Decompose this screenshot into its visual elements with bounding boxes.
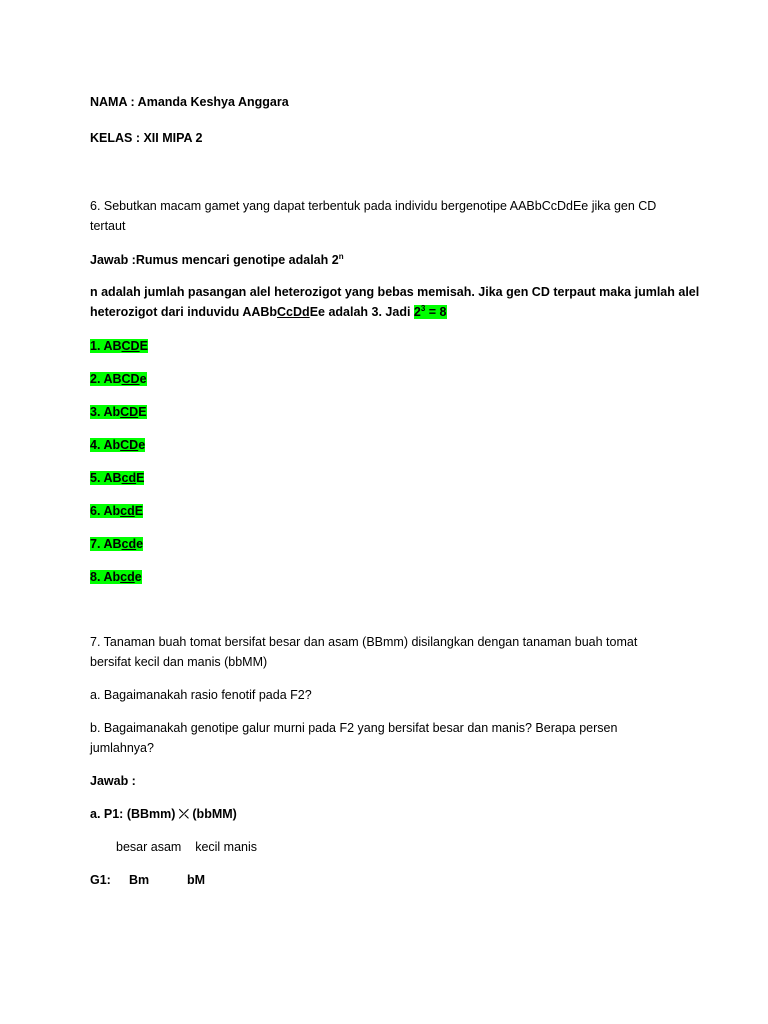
g1-gamete-a: Bm: [129, 873, 150, 887]
p1-parent-2: (bbMM): [188, 807, 237, 821]
q7-p1-cross: [90, 804, 237, 824]
gamete-prefix: AB: [103, 537, 122, 551]
g1-gamete-b: bM: [187, 873, 206, 887]
q6-explain-line2: [90, 302, 447, 322]
g1-label: G1:: [90, 873, 111, 887]
gamete-suffix: e: [138, 438, 146, 452]
q6-result-rest: = 8: [425, 305, 447, 319]
gamete-suffix: e: [139, 372, 147, 386]
gamete-suffix: e: [136, 537, 144, 551]
gamete-item: [90, 435, 145, 455]
kelas-line: KELAS : XII MIPA 2: [90, 131, 203, 145]
gamete-item: [90, 567, 142, 587]
q6-explain-linked-genes: CcDd: [277, 305, 310, 319]
gamete-linked: CD: [120, 438, 139, 452]
gamete-prefix: Ab: [103, 570, 121, 584]
gamete-item: [90, 534, 143, 554]
gamete-prefix: AB: [103, 372, 122, 386]
gamete-prefix: AB: [103, 471, 122, 485]
gamete-highlight: [90, 570, 142, 584]
nama-line: NAMA : Amanda Keshya Anggara: [90, 95, 289, 109]
q7-part-b-line2: jumlahnya?: [90, 741, 154, 755]
gamete-number: 3.: [90, 405, 101, 419]
gamete-prefix: AB: [103, 339, 122, 353]
gamete-number: 5.: [90, 471, 101, 485]
gamete-item: [90, 336, 148, 356]
q6-result-highlight: [414, 305, 447, 319]
gamete-linked: CD: [120, 405, 139, 419]
q6-explain-text-a: heterozigot dari induvidu AABb: [90, 305, 278, 319]
q6-answer-prefix: Jawab :Rumus mencari genotipe adalah 2: [90, 253, 339, 267]
gamete-linked: CD: [121, 339, 140, 353]
gamete-number: 1.: [90, 339, 101, 353]
gamete-highlight: [90, 339, 148, 353]
gamete-number: 6.: [90, 504, 101, 518]
gamete-item: [90, 468, 144, 488]
gamete-highlight: [90, 405, 147, 419]
q6-result-base: 2: [413, 305, 421, 319]
gamete-item: [90, 501, 143, 521]
q6-question-line1: 6. Sebutkan macam gamet yang dapat terbentuk pada individu bergenotipe AABbCcDdEe jika gen CD: [90, 199, 657, 213]
q7-g1-row: [90, 870, 111, 890]
gamete-suffix: e: [134, 570, 142, 584]
gamete-item: [90, 402, 147, 422]
q7-phenotypes: besar asam kecil manis: [116, 840, 258, 854]
q6-question-line2: tertaut: [90, 219, 126, 233]
q6-explain-line1: n adalah jumlah pasangan alel heterozigot yang bebas memisah. Jika gen CD terpaut maka jumlah alel: [90, 285, 700, 299]
gamete-suffix: E: [136, 471, 145, 485]
gamete-highlight: [90, 537, 143, 551]
gamete-number: 8.: [90, 570, 101, 584]
gamete-suffix: E: [134, 504, 144, 518]
gamete-item: [90, 369, 147, 389]
q6-answer-exponent: n: [338, 252, 344, 261]
gamete-prefix: Ab: [103, 438, 121, 452]
gamete-suffix: E: [138, 405, 147, 419]
gamete-linked: cd: [121, 471, 137, 485]
q6-result-exponent: 3: [420, 304, 426, 313]
q7-question-line2: bersifat kecil dan manis (bbMM): [90, 655, 268, 669]
gamete-linked: cd: [121, 537, 137, 551]
q7-part-b-line1: b. Bagaimanakah genotipe galur murni pada F2 yang bersifat besar dan manis? Berapa persen: [90, 721, 618, 735]
gamete-highlight: [90, 438, 145, 452]
gamete-number: 2.: [90, 372, 101, 386]
cross-icon: ⤫: [178, 807, 189, 821]
gamete-suffix: E: [139, 339, 148, 353]
q6-answer-formula: [90, 250, 344, 270]
q7-question-line1: 7. Tanaman buah tomat bersifat besar dan asam (BBmm) disilangkan dengan tanaman buah tomat: [90, 635, 638, 649]
q6-explain-text-b: Ee adalah 3. Jadi: [309, 305, 414, 319]
gamete-number: 7.: [90, 537, 101, 551]
gamete-linked: cd: [120, 570, 135, 584]
gamete-linked: CD: [121, 372, 140, 386]
q7-jawab: Jawab :: [90, 774, 136, 788]
gamete-highlight: [90, 471, 144, 485]
gamete-linked: cd: [120, 504, 135, 518]
gamete-number: 4.: [90, 438, 101, 452]
gamete-prefix: Ab: [103, 504, 121, 518]
p1-parent-1: a. P1: (BBmm): [90, 807, 179, 821]
gamete-highlight: [90, 504, 143, 518]
gamete-prefix: Ab: [103, 405, 121, 419]
gamete-highlight: [90, 372, 147, 386]
q7-part-a: a. Bagaimanakah rasio fenotif pada F2?: [90, 688, 312, 702]
